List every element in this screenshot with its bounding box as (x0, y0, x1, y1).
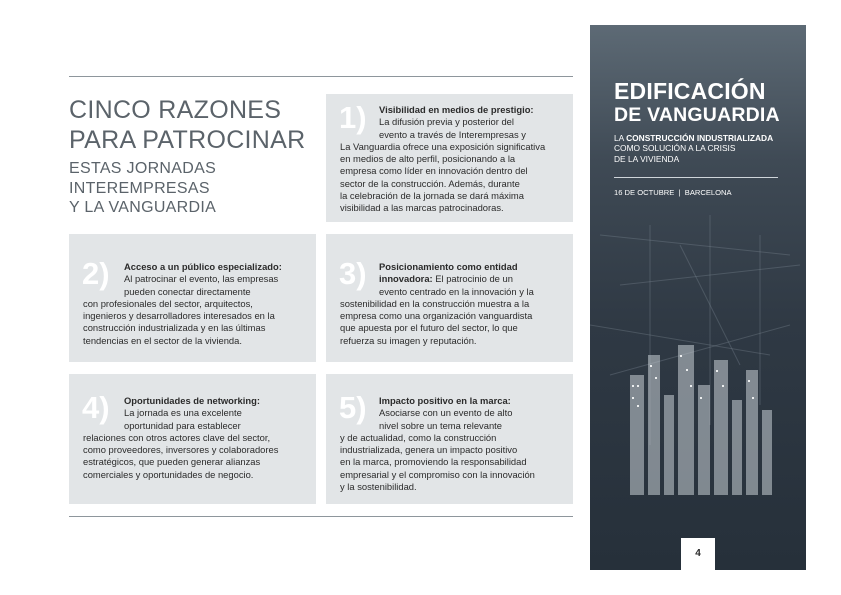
reason-line: que apuesta por el futuro del sector, lo que (340, 322, 518, 334)
reason-line: comerciales y oportunidades de negocio. (83, 468, 254, 480)
reason-line: en medios de alto perfil, posicionando a la (340, 153, 516, 165)
reason-line: la celebración de la jornada se dará máxima (340, 190, 524, 202)
reason-line: Asociarse con un evento de alto (379, 407, 513, 419)
reason-line: estratégicos, que pueden generar alianzas (83, 456, 261, 468)
reason-line: como proveedores, inversores y colaboradores (83, 444, 279, 456)
cover-sub-line-3: DE LA VIVIENDA (614, 153, 680, 164)
reason-card-3 (326, 234, 573, 362)
title-line-5: Y LA VANGUARDIA (69, 199, 217, 216)
reason-heading-2: Acceso a un público especializado: (124, 261, 282, 272)
page-number-box (681, 538, 715, 570)
reason-line: tendencias en el sector de la vivienda. (83, 334, 242, 346)
reason-line: construcción industrializada y en las últimas (83, 322, 266, 334)
cover-sub-line-2: COMO SOLUCIÓN A LA CRISIS (614, 143, 736, 154)
subtitle-block (69, 159, 305, 218)
cover-title-line-2: DE VANGUARDIA (614, 104, 780, 126)
cover-subtitle (614, 133, 773, 164)
reason-line: Al patrocinar el evento, las empresas (124, 273, 279, 285)
cover-divider (614, 177, 778, 178)
reason-line: empresarial y el compromiso con la innovación (340, 468, 535, 480)
reason-line: y la sostenibilidad. (340, 481, 417, 493)
reason-number-5: 5) (339, 390, 367, 425)
reason-line: La difusión previa y posterior del (379, 116, 514, 128)
page-number: 4 (695, 548, 701, 559)
reason-card-4 (69, 374, 316, 504)
reason-number-4: 4) (82, 390, 110, 425)
cover-title-line-1: EDIFICACIÓN (614, 78, 766, 104)
reason-line: y de actualidad, como la construcción (340, 431, 497, 443)
page-title (69, 95, 305, 218)
reason-line: con profesionales del sector, arquitectos, (83, 297, 253, 309)
reason-card-2 (69, 234, 316, 362)
title-line-2: PARA PATROCINAR (69, 126, 306, 154)
reason-number-3: 3) (339, 256, 367, 291)
reason-line: visibilidad a las marcas patrocinadoras. (340, 202, 504, 214)
reason-line: pueden conectar directamente (124, 285, 251, 297)
reason-heading-4: Oportunidades de networking: (124, 395, 260, 406)
event-date-location: 16 DE OCTUBRE | BARCELONA (614, 188, 732, 197)
reason-card-1 (326, 94, 573, 222)
cover-sub-prefix: LA (614, 133, 627, 143)
reason-line: refuerza su imagen y reputación. (340, 334, 477, 346)
reason-line: ingenieros y desarrolladores interesados en la (83, 310, 275, 322)
reason-heading-3b: innovadora: (379, 273, 433, 285)
reason-line: industrializada, genera un impacto positivo (340, 444, 518, 456)
reason-line: nivel sobre un tema relevante (379, 419, 502, 431)
reason-card-5 (326, 374, 573, 504)
reason-line: La Vanguardia ofrece una exposición significativa (340, 140, 546, 152)
top-rule (69, 76, 573, 77)
reason-line: empresa como líder en innovación dentro del (340, 165, 528, 177)
reason-number-2: 2) (82, 256, 110, 291)
reason-heading-1: Visibilidad en medios de prestigio: (379, 104, 534, 115)
reason-heading-5: Impacto positivo en la marca: (379, 395, 511, 406)
reason-line: sector de la construcción. Además, durante (340, 177, 520, 189)
reason-line: El patrocinio de un (435, 273, 513, 285)
reason-line: relaciones con otros actores clave del sector, (83, 431, 271, 443)
reason-number-1: 1) (339, 100, 367, 135)
title-line-1: CINCO RAZONES (69, 96, 282, 124)
reason-heading-3: Posicionamiento como entidad (379, 261, 518, 272)
title-line-3: ESTAS JORNADAS (69, 160, 217, 177)
bottom-rule (69, 516, 573, 517)
reason-line: en la marca, promoviendo la responsabilidad (340, 456, 527, 468)
reason-line: oportunidad para establecer (124, 419, 241, 431)
cover-title (614, 79, 780, 127)
reason-line: La jornada es una excelente (124, 407, 242, 419)
reason-line: empresa como una organización vanguardista (340, 310, 533, 322)
title-line-4: INTEREMPRESAS (69, 179, 210, 197)
cover-sub-bold: CONSTRUCCIÓN INDUSTRIALIZADA (626, 133, 774, 143)
reason-line: evento a través de Interempresas y (379, 128, 526, 140)
reason-line: sostenibilidad en la construcción muestra a la (340, 297, 530, 309)
event-cover-panel (590, 25, 806, 570)
reason-line: evento centrado en la innovación y la (379, 285, 534, 297)
